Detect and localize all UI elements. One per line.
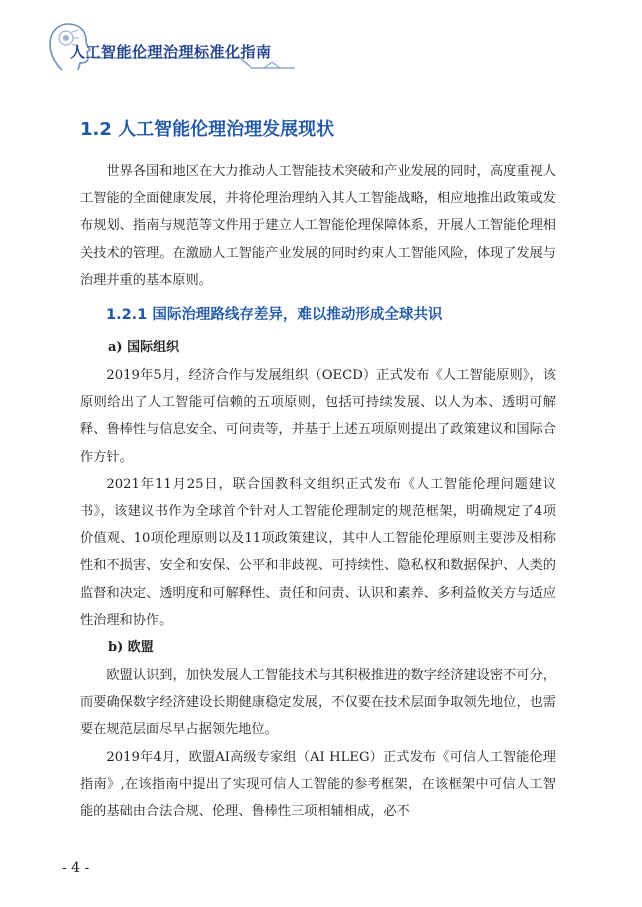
page-number: - 4 - (62, 860, 90, 876)
part-b-title: b) 欧盟 (108, 640, 154, 656)
paragraph: 2019年4月，欧盟AI高级专家组（AI HLEG）正式发布《可信人工智能伦理指南》,在该指南中提出了实现可信人工智能的参考框架，在该框架中可信人工智能的基础由合法合规、伦理、鲁棒性三项相辅相成，必不 (80, 749, 556, 820)
paragraph: 2021年11月25日，联合国教科文组织正式发布《人工智能伦理问题建议书》，该建议书作为全球首个针对人工智能伦理制定的规范框架，明确规定了4项价值观、10项伦理原则以及11项政策建议，其中人工智能伦理原则主要涉及相称性和不损害、安全和安保、公平和非歧视、可持续性、隐私权和数据保护、人类的监督和决定、透明度和可解释性、责任和问责、认识和素养、多利益攸关方与适应性治理和协作。 (80, 476, 556, 628)
part-a-title: a) 国际组织 (108, 340, 180, 356)
page-header (0, 0, 642, 80)
paragraph: 欧盟认识到，加快发展人工智能技术与其积极推进的数字经济建设密不可分，而要确保数字经济建设长期健康稳定发展，不仅要在技术层面争取领先地位，也需要在规范层面尽早占据领先地位。 (80, 668, 556, 738)
header-title: 人工智能伦理治理标准化指南 (70, 43, 272, 61)
header-decoration (0, 0, 642, 80)
main-content (80, 116, 556, 825)
subsection-title: 1.2.1 国际治理路线存差异，难以推动形成全球共识 (106, 307, 443, 324)
section-title: 1.2 人工智能伦理治理发展现状 (80, 119, 335, 140)
paragraph: 2019年5月，经济合作与发展组织（OECD）正式发布《人工智能原则》，该原则给出了人工智能可信赖的五项原则，包括可持续发展、以人为本、透明可解释、鲁棒性与信息安全、可问责等，并基于上述五项原则提出了政策建议和国际合作方针。 (80, 368, 556, 465)
intro-paragraph: 世界各国和地区在大力推动人工智能技术突破和产业发展的同时，高度重视人工智能的全面健康发展，并将伦理治理纳入其人工智能战略，相应地推出政策或发布规划、指南与规范等文件用于建立人工智能伦理保障体系，开展人工智能伦理相关技术的管理。在激励人工智能产业发展的同时约束人工智能风险，体现了发展与治理并重的基本原则。 (80, 164, 556, 288)
